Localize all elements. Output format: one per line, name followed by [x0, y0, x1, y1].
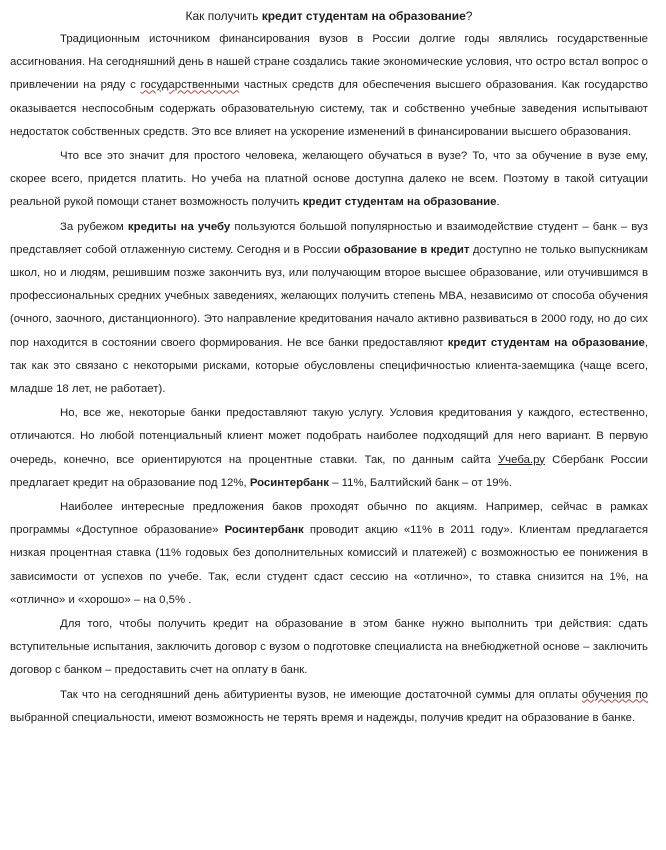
p5-text-1: Наиболее интересные предложения баков проходят обычно по акциям. Например, сейчас в рамках программы «Доступное образование» [10, 501, 648, 537]
p2-text-2: . [496, 196, 500, 209]
paragraph-1 [10, 28, 648, 144]
p4-bold: Росинтербанк [249, 476, 329, 489]
p1-text-2: частных средств для обеспечения высшего образования. Как государство оказывается неспособным содержать образовательную систему, так и собственно учебные заведения испытывают недостаток собственных средств. Это все влияет на ускорение изменений в финансировании высшего образования. [10, 79, 648, 138]
p6-text-1: Для того, чтобы получить кредит на образование в этом банке нужно выполнить три действия: сдать вступительные испытания, заключить договор с вузом о подготовке специалиста на внебюджетной основе – заключить договор с банком – предоставить счет на оплату в банк. [10, 618, 648, 677]
p7-text-1: Так что на сегодняшний день абитуриенты вузов, не имеющие достаточной суммы для оплаты [60, 688, 582, 701]
paragraph-7 [10, 684, 648, 730]
p4-text-1: Но, все же, некоторые банки предоставляют такую услугу. Условия кредитования у каждого, естественно, отличаются. Но любой потенциальный клиент может подобрать наиболее подходящий для него вариант. В первую очередь, конечно, все ориентируются на процентные ставки. Так, по данным сайта [10, 407, 648, 466]
spellcheck-word[interactable]: обучения по [581, 688, 648, 701]
title-text: Как получить [185, 9, 262, 23]
p5-bold: Росинтербанк [224, 524, 304, 537]
paragraph-2 [10, 145, 648, 215]
spellcheck-word[interactable]: государственными [140, 79, 240, 92]
p2-text-1: Что все это значит для простого человека, желающего обучаться в вузе? То, что за обучение в вузе ему, скорее всего, придется платить. Но учеба на платной основе доступна далеко не всем. Поэтому в такой ситуации реальной рукой помощи станет возможность получить [10, 150, 648, 209]
site-link[interactable]: Учеба.ру [497, 453, 545, 466]
p3-text-1: За рубежом [60, 220, 128, 233]
p3-bold-2: образование в кредит [343, 243, 470, 256]
p4-text-2: Сбербанк России предлагает кредит на образование под 12%, [10, 453, 648, 489]
p3-text-3: доступно не только выпускникам школ, но и людям, решившим позже закончить вуз, или получающим второе высшее образование, или отучившимся в профессиональных средних учебных заведениях, желающих получить степень MBA, независимо от способа обучения (очного, заочного, дистанционного). Это направление кредитования начало активно развиваться в 2000 году, но до сих пор находится в состоянии своего формирования. Не все банки предоставляют [10, 243, 648, 349]
p2-bold: кредит студентам на образование [302, 196, 497, 209]
paragraph-5 [10, 496, 648, 612]
paragraph-4 [10, 402, 648, 495]
p4-text-3: – 11%, Балтийский банк – от 19%. [328, 476, 512, 489]
page-title [10, 6, 648, 26]
p7-text-2: выбранной специальности, имеют возможность не терять время и надежды, получив кредит на образование в банке. [10, 711, 636, 724]
p3-bold-3: кредит студентам на образование [447, 336, 645, 349]
p5-text-2: проводит акцию «11% в 2011 году». Клиентам предлагается низкая процентная ставка (11% годовых без дополнительных комиссий и платежей) с возможностью ее понижения в зависимости от успехов по учебе. Так, если студент сдаст сессию на «отлично», то ставка снизится на 1%, на «отлично» и «хорошо» – на 0,5% . [10, 524, 648, 606]
p3-text-2: пользуются большой популярностью и взаимодействие студент – банк – вуз представляет собой отлаженную систему. Сегодня и в России [10, 220, 648, 256]
p3-text-4: , так как это связано с некоторыми рисками, которые обусловлены специфичностью клиента-заемщика (чаще всего, младше 18 лет, не работает). [10, 336, 648, 396]
paragraph-3 [10, 216, 648, 402]
p1-text-1: Традиционным источником финансирования вузов в России долгие годы являлись государственные ассигнования. На сегодняшний день в нашей стране создались такие экономические условия, что остро встал вопрос о привлечении на ряду с [10, 33, 649, 92]
p3-bold-1: кредиты на учебу [127, 220, 231, 233]
paragraph-6 [10, 613, 648, 683]
title-bold-text: кредит студентам на образование [261, 9, 466, 23]
title-punct: ? [465, 9, 473, 23]
